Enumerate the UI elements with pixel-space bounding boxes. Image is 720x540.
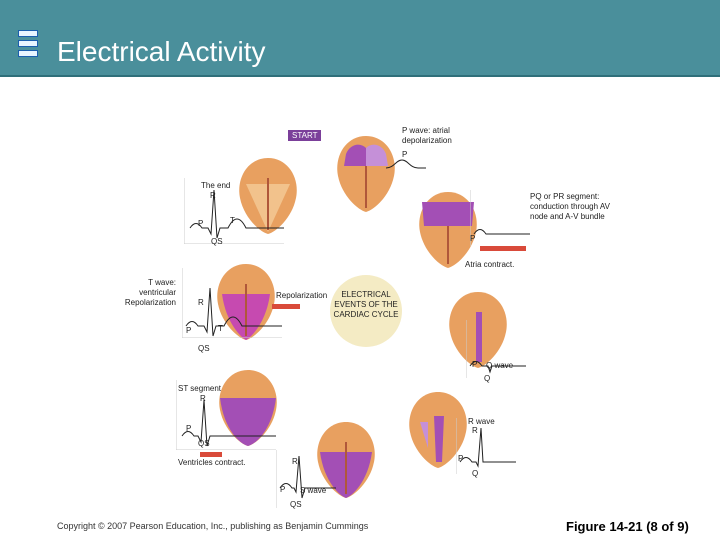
ecg-trace-end <box>184 178 284 244</box>
title-bar-divider <box>0 75 720 77</box>
label-p-r: P <box>458 454 464 463</box>
atria-contract-label: Atria contract. <box>465 260 515 269</box>
menu-icon[interactable] <box>18 30 38 60</box>
label-p-pq: P <box>470 234 476 243</box>
t-wave-label: T wave: ventricular Repolarization <box>124 278 176 307</box>
label-t-t: T <box>218 324 223 333</box>
label-qs-t: QS <box>198 344 210 353</box>
label-p-t: P <box>186 326 192 335</box>
marker-ventricles <box>200 452 222 457</box>
label-p-end: P <box>198 219 204 228</box>
the-end-label: The end <box>201 181 231 190</box>
center-label: ELECTRICAL EVENTS OF THE CARDIAC CYCLE <box>333 290 399 319</box>
label-r-s: R <box>292 457 298 466</box>
label-p-top: P <box>402 150 408 159</box>
label-q-q: Q <box>484 374 491 383</box>
marker-atria <box>480 246 526 251</box>
label-qs-s: QS <box>290 500 302 509</box>
p-wave-label: P wave: atrial depolarization <box>402 126 452 145</box>
marker-repolarization <box>272 304 300 309</box>
label-p-s: P <box>280 485 286 494</box>
label-r-st: R <box>200 394 206 403</box>
q-wave-label: Q wave <box>486 361 514 370</box>
label-r-t: R <box>198 298 204 307</box>
repolarization-label: Repolarization <box>276 291 328 300</box>
ventricles-contract-label: Ventricles contract. <box>178 458 246 467</box>
slide-title: Electrical Activity <box>57 36 266 67</box>
pq-segment-label: PQ or PR segment: conduction through AV node and A-V bundle <box>530 192 610 221</box>
s-wave-label: S wave <box>300 486 327 495</box>
ecg-trace-s <box>276 450 336 508</box>
label-qs-st: QS <box>198 439 210 448</box>
r-wave-label: R wave <box>468 417 495 426</box>
st-segment-label: ST segment <box>178 384 221 393</box>
label-qs-end: QS <box>211 237 223 246</box>
label-r-end: R <box>210 191 216 200</box>
label-q-r: Q <box>472 469 479 478</box>
figure-label: Figure 14-21 (8 of 9) <box>566 519 689 534</box>
start-label: START <box>288 130 321 141</box>
ecg-trace-pq <box>470 190 530 246</box>
label-r-r: R <box>472 426 478 435</box>
ecg-trace-t <box>182 268 282 338</box>
label-t-end: T <box>230 216 235 225</box>
label-p-st: P <box>186 424 192 433</box>
copyright-text: Copyright © 2007 Pearson Education, Inc., publishing as Benjamin Cummings <box>57 521 369 531</box>
label-p-q: P <box>472 360 478 369</box>
